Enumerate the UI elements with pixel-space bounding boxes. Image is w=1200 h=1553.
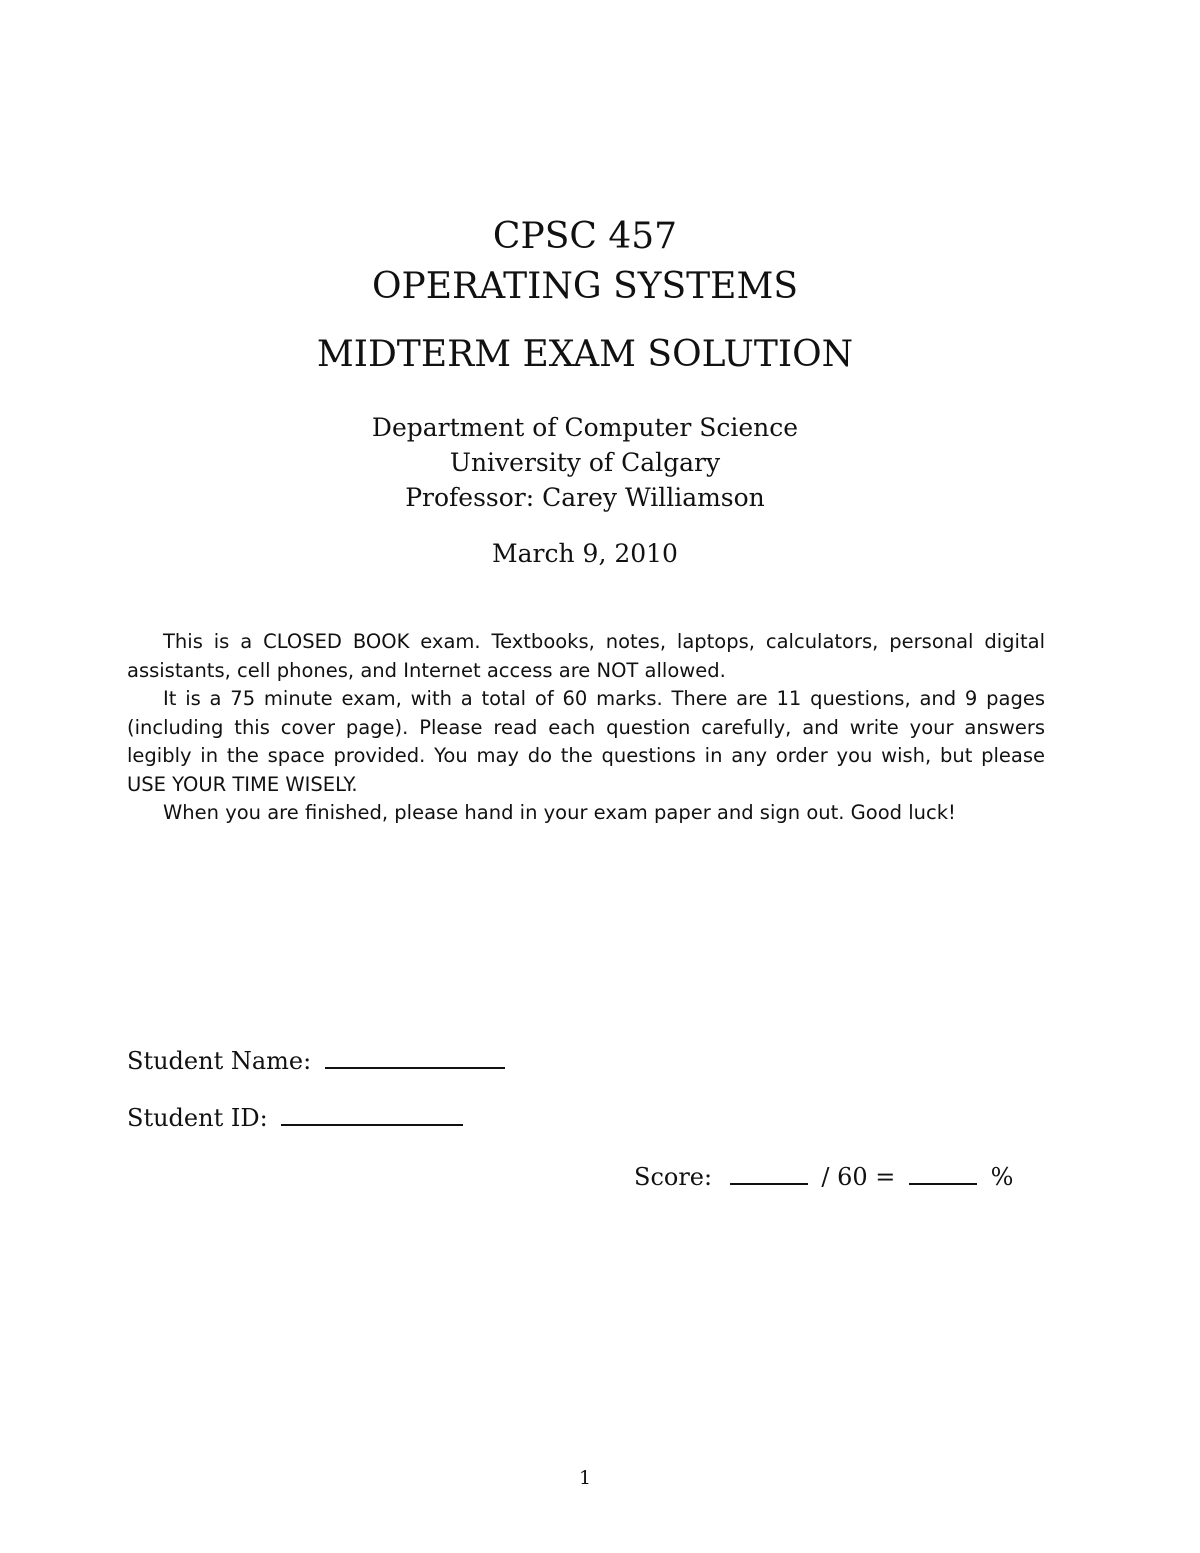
course-code: CPSC 457 <box>492 216 678 257</box>
score-total: / 60 = <box>821 1163 896 1191</box>
percent-blank[interactable] <box>909 1161 977 1185</box>
score-blank[interactable] <box>730 1161 808 1185</box>
student-id-label: Student ID: <box>127 1104 268 1132</box>
exam-date: March 9, 2010 <box>492 539 678 568</box>
instruction-paragraph: When you are finished, please hand in your exam paper and sign out. Good luck! <box>163 801 956 824</box>
percent-sign: % <box>990 1163 1014 1191</box>
exam-header <box>0 212 1170 380</box>
department: Department of Computer Science <box>371 413 799 442</box>
exam-title: MIDTERM EXAM SOLUTION <box>316 334 854 375</box>
student-name-label: Student Name: <box>127 1047 312 1075</box>
student-id-blank[interactable] <box>281 1102 463 1126</box>
score-label: Score: <box>634 1163 713 1191</box>
student-name-blank[interactable] <box>325 1045 505 1069</box>
score-field <box>634 1161 1013 1192</box>
course-name: OPERATING SYSTEMS <box>372 266 798 307</box>
affiliation-block <box>0 410 1170 515</box>
exam-instructions <box>127 628 1045 828</box>
university: University of Calgary <box>449 448 721 477</box>
page-number: 1 <box>578 1467 592 1489</box>
instruction-paragraph: This is a CLOSED BOOK exam. Textbooks, notes, laptops, calculators, personal digital assistants, cell phones, and Internet access are NOT allowed. <box>127 630 1045 682</box>
professor: Professor: Carey Williamson <box>405 483 765 512</box>
student-id-field <box>127 1102 463 1133</box>
instruction-paragraph: It is a 75 minute exam, with a total of 60 marks. There are 11 questions, and 9 pages (including this cover page). Please read each question carefully, and write your answers legibly in the space provided. You may do the questions in any order you wish, but please USE YOUR TIME WISELY. <box>127 687 1045 796</box>
student-name-field <box>127 1045 505 1076</box>
exam-date-block <box>0 536 1170 571</box>
